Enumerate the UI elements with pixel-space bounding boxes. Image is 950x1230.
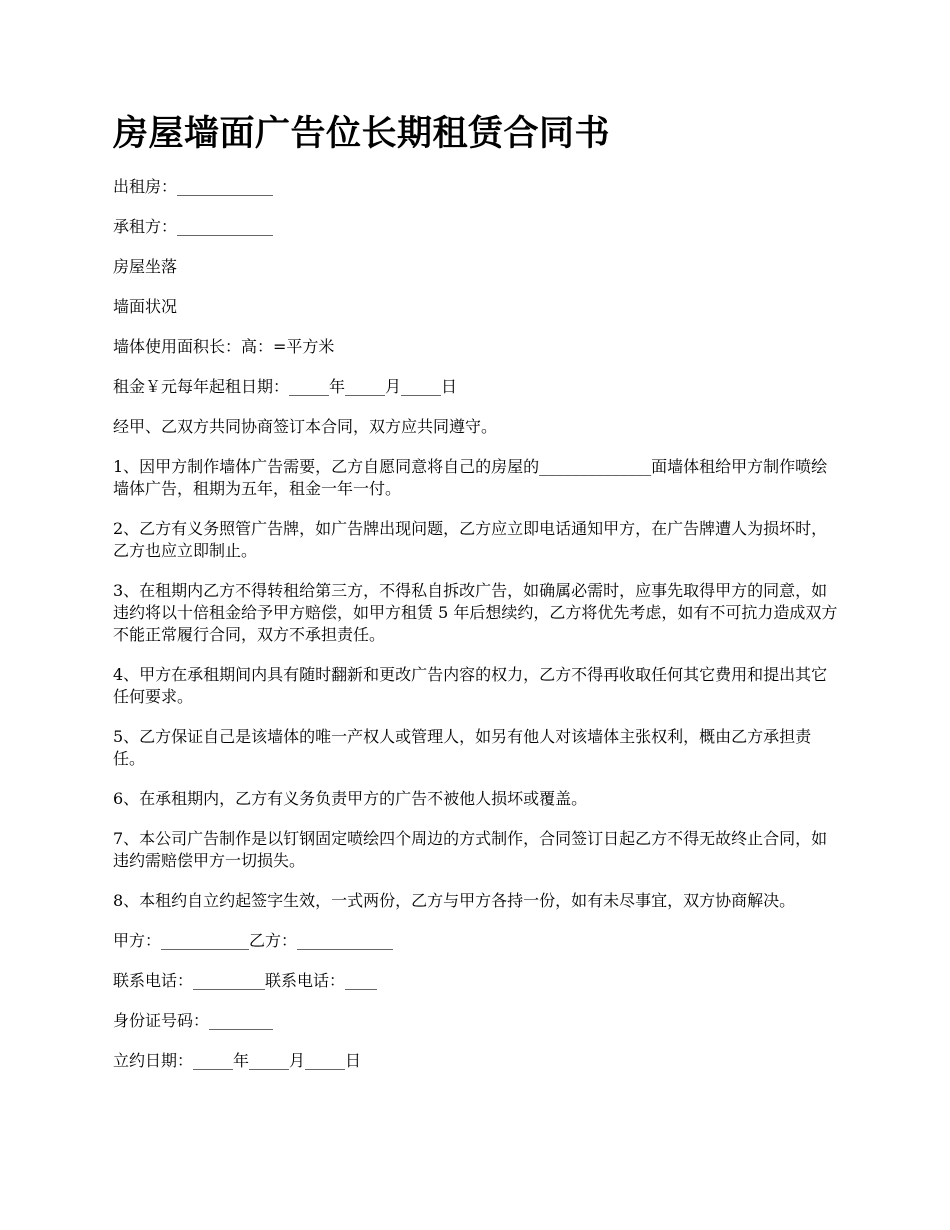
clause-5: 5、乙方保证自己是该墙体的唯一产权人或管理人，如另有他人对该墙体主张权利，概由乙方承担责任。 (113, 727, 812, 768)
rent-start-date-field: 租金￥元每年起租日期：_____年_____月_____日 (113, 377, 458, 396)
contract-document (113, 108, 840, 1090)
clause-6: 6、在承租期内，乙方有义务负责甲方的广告不被他人损坏或覆盖。 (113, 789, 588, 808)
document-title: 房屋墙面广告位长期租赁合同书 (113, 113, 611, 154)
contact-phones: 联系电话：_________联系电话：____ (113, 971, 378, 990)
party-signatures: 甲方：___________乙方：____________ (113, 931, 394, 950)
clause-1: 1、因甲方制作墙体广告需要，乙方自愿同意将自己的房屋的______________面墙体租给甲方制作喷绘墙体广告，租期为五年，租金一年一付。 (113, 457, 828, 498)
clause-7: 7、本公司广告制作是以钉钢固定喷绘四个周边的方式制作，合同签订日起乙方不得无故终止合同，如违约需赔偿甲方一切损失。 (113, 829, 828, 870)
lessor-field: 出租房：____________ (113, 177, 274, 196)
clause-4: 4、甲方在承租期间内具有随时翻新和更改广告内容的权力，乙方不得再收取任何其它费用和提出其它任何要求。 (113, 665, 828, 706)
clause-2: 2、乙方有义务照管广告牌，如广告牌出现问题，乙方应立即电话通知甲方，在广告牌遭人为损坏时，乙方也应立即制止。 (113, 519, 828, 560)
id-number-field: 身份证号码：________ (113, 1011, 274, 1030)
clause-8: 8、本租约自立约起签字生效，一式两份，乙方与甲方各持一份，如有未尽事宜，双方协商解决。 (113, 891, 796, 910)
wall-condition-field: 墙面状况 (113, 297, 178, 316)
lessee-field: 承租方：____________ (113, 217, 274, 236)
clause-3: 3、在租期内乙方不得转租给第三方，不得私自拆改广告，如确属必需时，应事先取得甲方的同意，如违约将以十倍租金给予甲方赔偿，如甲方租赁 5 年后想续约，乙方将优先考虑，如有不可抗力造成双方不能正常履行合同，双方不承担责任。 (113, 581, 838, 644)
signing-date-field: 立约日期：_____年_____月_____日 (113, 1051, 362, 1070)
agreement-intro: 经甲、乙双方共同协商签订本合同，双方应共同遵守。 (113, 417, 498, 436)
wall-area-field: 墙体使用面积长：高：=平方米 (113, 337, 335, 356)
house-location-field: 房屋坐落 (113, 257, 178, 276)
